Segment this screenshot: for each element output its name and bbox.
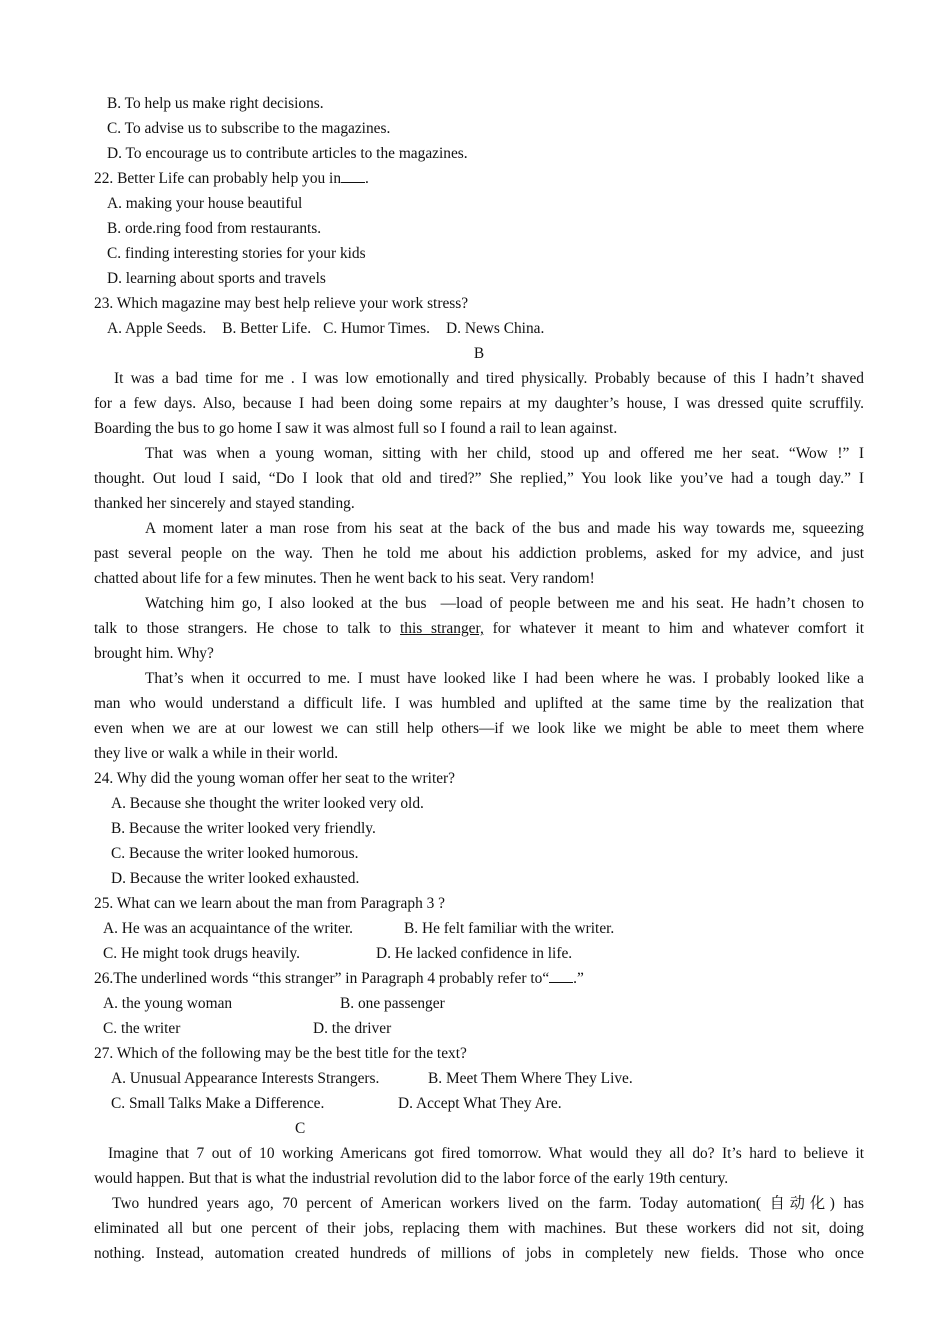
- section-heading-b: B: [473, 345, 485, 362]
- q24-option-b: B. Because the writer looked very friendly.: [111, 820, 376, 837]
- q25-option-c: C. He might took drugs heavily.: [103, 945, 300, 962]
- passage-b-p3-line1: A moment later a man rose from his seat at the back of the bus and made his way towards me, squeezing: [145, 520, 864, 537]
- q24-stem: 24. Why did the young woman offer her seat to the writer?: [94, 770, 456, 787]
- q26-option-c: C. the writer: [103, 1020, 181, 1037]
- q22-option-d: D. learning about sports and travels: [107, 270, 326, 287]
- passage-b-p1-line1: It was a bad time for me . I was low emotionally and tired physically. Probably because of this I hadn’t shaved: [114, 370, 864, 387]
- passage-b-p3-line3: chatted about life for a few minutes. Then he went back to his seat. Very random!: [94, 570, 595, 587]
- q27-option-d: D. Accept What They Are.: [398, 1095, 562, 1112]
- q25-option-b: B. He felt familiar with the writer.: [404, 920, 615, 937]
- q22-option-c: C. finding interesting stories for your kids: [107, 245, 366, 262]
- passage-b-p5-line4: they live or walk a while in their world.: [94, 745, 339, 762]
- q27-option-a: A. Unusual Appearance Interests Strangers.: [111, 1070, 380, 1087]
- section-heading-c: C: [295, 1120, 306, 1137]
- q24-option-c: C. Because the writer looked humorous.: [111, 845, 359, 862]
- passage-c-p1-line2: would happen. But that is what the industrial revolution did to the labor force of the early 19th century.: [94, 1170, 729, 1187]
- q22-option-a: A. making your house beautiful: [107, 195, 303, 212]
- q26-option-d: D. the driver: [313, 1020, 392, 1037]
- passage-b-p2-line1: That was when a young woman, sitting with her child, stood up and offered me her seat. “Wow !” I: [145, 445, 864, 462]
- answer-blank: [341, 167, 365, 183]
- passage-b-p4-line3: brought him. Why?: [94, 645, 214, 662]
- passage-c-p2-line2: eliminated all but one percent of their jobs, replacing them with machines. But these workers did not sit, doing: [94, 1220, 864, 1237]
- passage-c-p1-line1: Imagine that 7 out of 10 working Americans got fired tomorrow. What would they all do? It’s hard to believe it: [108, 1145, 864, 1162]
- answer-blank: [549, 967, 573, 983]
- q23-stem: 23. Which magazine may best help relieve your work stress?: [94, 295, 469, 312]
- q24-option-d: D. Because the writer looked exhausted.: [111, 870, 360, 887]
- q21-option-b: B. To help us make right decisions.: [107, 95, 324, 112]
- q25-option-d: D. He lacked confidence in life.: [376, 945, 573, 962]
- q22-stem: 22. Better Life can probably help you in .: [94, 166, 864, 191]
- underlined-phrase: this stranger,: [400, 620, 484, 637]
- q27-option-c: C. Small Talks Make a Difference.: [111, 1095, 325, 1112]
- q22-option-b: B. orde.ring food from restaurants.: [107, 220, 322, 237]
- q25-option-a: A. He was an acquaintance of the writer.: [103, 920, 353, 937]
- passage-b-p1-line3: Boarding the bus to go home I saw it was almost full so I found a rail to lean against.: [94, 420, 618, 437]
- q26-option-a: A. the young woman: [103, 995, 233, 1012]
- passage-b-p4-line2: talk to those strangers. He chose to talk to this stranger, for whatever it meant to him and whatever comfort it: [94, 620, 864, 637]
- passage-b-p5-line3: even when we are at our lowest we can still help others—if we look like we might be able to meet them where: [94, 720, 864, 737]
- passage-b-p2-line3: thanked her sincerely and stayed standing.: [94, 495, 355, 512]
- passage-b-p1-line2: for a few days. Also, because I had been doing some repairs at my daughter’s house, I was dressed quite scruffily.: [94, 395, 864, 412]
- passage-b-p5-line1: That’s when it occurred to me. I must have looked like I had been where he was. I probably looked like a: [145, 670, 864, 687]
- q24-option-a: A. Because she thought the writer looked very old.: [111, 795, 424, 812]
- q27-option-b: B. Meet Them Where They Live.: [428, 1070, 633, 1087]
- passage-b-p4-line1: Watching him go, I also looked at the bus —load of people between me and his seat. He hadn’t chosen to: [145, 595, 864, 612]
- q25-stem: 25. What can we learn about the man from Paragraph 3 ?: [94, 895, 446, 912]
- q26-stem: 26.The underlined words “this stranger” in Paragraph 4 probably refer to“ .”: [94, 966, 864, 991]
- passage-b-p3-line2: past several people on the way. Then he told me about his addiction problems, asked for my advice, and just: [94, 545, 864, 562]
- q23-options: A. Apple Seeds. B. Better Life. C. Humor Times. D. News China.: [107, 320, 545, 337]
- passage-c-p2-line1: Two hundred years ago, 70 percent of American workers lived on the farm. Today automation( 自动化) has: [112, 1195, 864, 1212]
- passage-c-p2-line3: nothing. Instead, automation created hundreds of millions of jobs in completely new fields. Those who once: [94, 1245, 864, 1262]
- q21-option-d: D. To encourage us to contribute articles to the magazines.: [107, 145, 468, 162]
- passage-b-p5-line2: man who would understand a difficult life. I was humbled and uplifted at the same time by the realization that: [94, 695, 864, 712]
- q26-option-b: B. one passenger: [340, 995, 445, 1012]
- passage-b-p2-line2: thought. Out loud I said, “Do I look that old and tired?” She replied,” You look like you’ve had a tough day.” I: [94, 470, 864, 487]
- q21-option-c: C. To advise us to subscribe to the magazines.: [107, 120, 391, 137]
- q27-stem: 27. Which of the following may be the best title for the text?: [94, 1045, 467, 1062]
